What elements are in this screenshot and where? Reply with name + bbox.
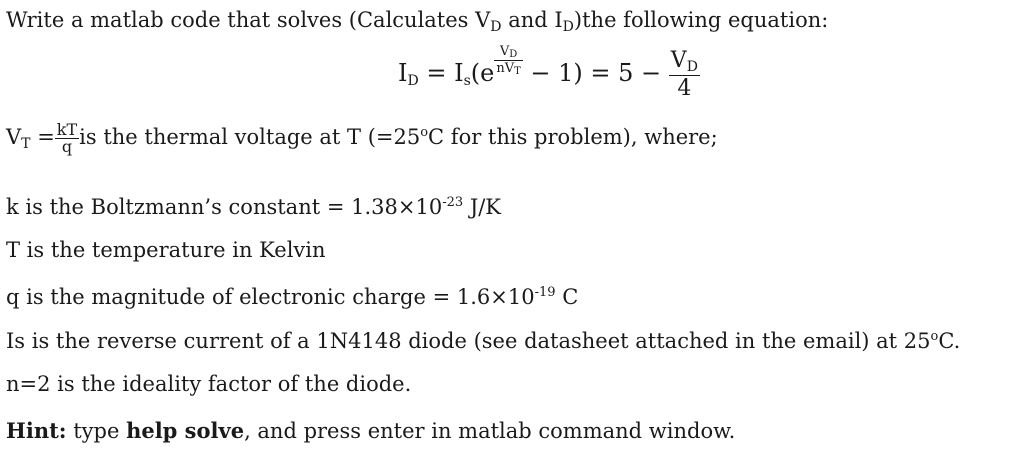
intro-prefix: Write a matlab code that solves (Calculates V <box>6 8 491 32</box>
exponent-numerator <box>494 44 522 61</box>
vt-symbol: V <box>6 125 22 149</box>
vt-sub: T <box>21 136 31 152</box>
is-unit: C. <box>938 329 961 353</box>
temperature-line <box>6 240 326 261</box>
frac-num-sub: D <box>686 59 698 75</box>
vd-subscript: D <box>490 19 502 35</box>
reverse-current-line <box>6 330 960 352</box>
exponent-fraction <box>494 44 522 77</box>
eq-is: I <box>454 59 464 87</box>
k-unit: J/K <box>463 195 501 219</box>
is-degree: o <box>930 329 939 344</box>
four-denominator: 4 <box>677 76 692 101</box>
vd-numerator <box>669 48 700 76</box>
intro-mid: and I <box>501 8 563 32</box>
k-exponent: -23 <box>442 195 464 210</box>
n-text: n=2 is the ideality factor of the diode. <box>6 372 412 396</box>
degree-symbol: o <box>420 125 429 140</box>
vt-text-after: C for this problem), where; <box>428 125 718 149</box>
t-text: T is the temperature in Kelvin <box>6 238 326 262</box>
id-subscript: D <box>562 19 574 35</box>
exp-num-sub: D <box>509 49 518 60</box>
exp-den: nV <box>496 61 515 76</box>
eq-exponent <box>494 44 522 77</box>
vd-over-4-fraction <box>669 48 700 101</box>
q-denominator: q <box>61 137 73 156</box>
k-text: k is the Boltzmann’s constant = 1.38×10 <box>6 195 443 219</box>
hint-command: help solve <box>126 418 245 443</box>
thermal-voltage-line <box>6 122 718 155</box>
kt-numerator: kT <box>56 120 78 139</box>
vt-text-before: is the thermal voltage at T (=25 <box>79 125 421 149</box>
q-text: q is the magnitude of electronic charge = 1.6×10 <box>6 285 535 309</box>
frac-num-v: V <box>670 48 687 73</box>
exp-num-v: V <box>499 44 510 59</box>
hint-text-2: , and press enter in matlab command window. <box>244 419 736 443</box>
hint-label: Hint: <box>6 418 67 443</box>
eq-after-exp: − 1) = 5 − <box>522 59 669 87</box>
eq-open: (e <box>470 59 495 87</box>
exp-den-sub: T <box>514 66 521 77</box>
eq-id: I <box>398 59 408 87</box>
vt-eq: = <box>30 125 55 149</box>
intro-line <box>6 10 828 34</box>
intro-suffix: )the following equation: <box>573 8 829 32</box>
eq-id-sub: D <box>407 73 419 89</box>
is-text: Is is the reverse current of a 1N4148 diode (see datasheet attached in the email) at 25 <box>6 329 931 353</box>
boltzmann-line <box>6 196 501 218</box>
charge-line <box>6 286 578 308</box>
eq-is-sub: s <box>463 73 471 89</box>
hint-text-1: type <box>66 419 127 443</box>
kt-over-q <box>55 122 79 155</box>
diode-equation <box>398 44 700 101</box>
exponent-denominator <box>494 61 522 77</box>
q-exponent: -19 <box>534 285 556 300</box>
hint-line <box>6 420 735 442</box>
q-unit: C <box>555 285 579 309</box>
ideality-line <box>6 374 411 395</box>
eq-equals-1: = <box>418 59 455 87</box>
